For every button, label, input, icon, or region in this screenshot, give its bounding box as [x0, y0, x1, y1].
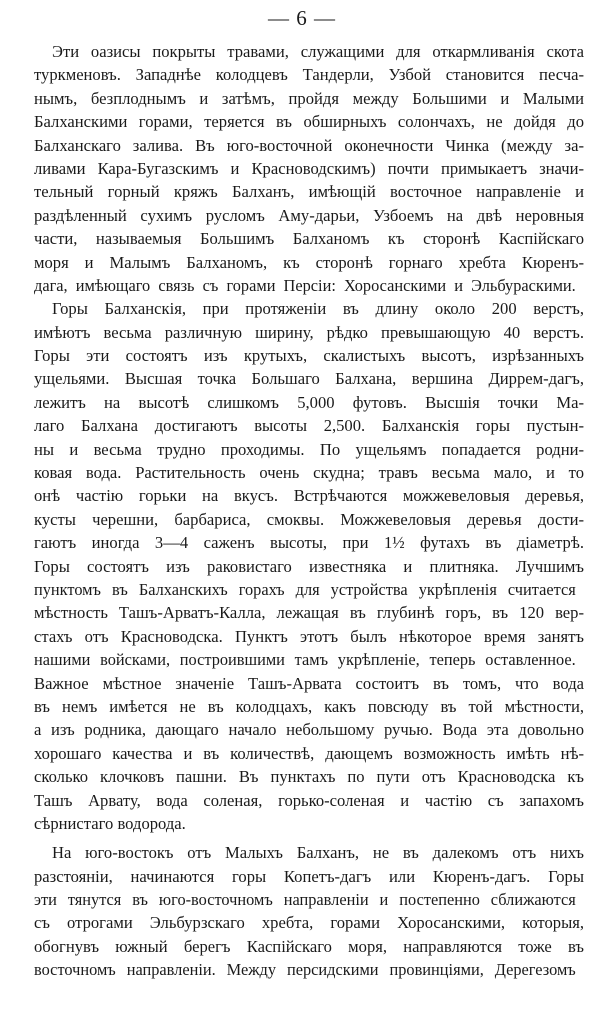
text-line: а изъ родника, дающаго начало небольшому ручью. Вода эта довольно: [34, 720, 584, 740]
body-text: [34, 40, 584, 982]
paragraph-1: [34, 40, 584, 297]
text-line: кусты черешни, барбариса, смоквы. Можжевеловыя деревья дости-: [34, 509, 584, 529]
text-line: моря и Малымъ Балханомъ, къ сторонѣ горнаго хребта Кюренъ-: [34, 252, 584, 272]
text-line: стахъ отъ Красноводска. Пунктъ этотъ былъ нѣкоторое время занятъ: [34, 626, 584, 646]
text-line: восточномъ направленіи. Между персидскими провинціями, Дерегезомъ: [34, 960, 576, 980]
text-line: части, называемыя Большимъ Балханомъ къ сторонѣ Каспійскаго: [34, 229, 584, 249]
text-line: сколько клочковъ пашни. Въ пунктахъ по пути отъ Красноводска къ: [34, 767, 584, 787]
text-line: съ отрогами Эльбурзскаго хребта, горами Хоросанскими, которыя,: [34, 913, 584, 933]
text-line: въ немъ имѣется не въ колодцахъ, какъ повсюду въ той мѣстности,: [34, 696, 584, 716]
text-line: имѣютъ весьма различную ширину, рѣдко превышающую 40 верстъ.: [34, 322, 584, 342]
text-line: нымъ, безплоднымъ и затѣмъ, пройдя между Большими и Малыми: [34, 88, 584, 108]
text-line: дага, имѣющаго связь съ горами Персіи: Хоросанскими и Эльбураскими.: [34, 275, 576, 295]
text-line: Горы Балханскія, при протяженіи въ длину около 200 верстъ,: [52, 299, 584, 319]
text-line: Балханскаго залива. Въ юго-восточной оконечности Чинка (между за-: [34, 135, 584, 155]
text-line: Горы состоятъ изъ раковистаго известняка и плитняка. Лучшимъ: [34, 556, 584, 576]
text-line: Балханскими горами, теряется въ обширныхъ солончахъ, не дойдя до: [34, 112, 584, 132]
text-line: онѣ частію горьки на вкусъ. Встрѣчаются можжевеловыя деревья,: [34, 486, 584, 506]
paragraph-3: [34, 841, 584, 981]
text-line: ливами Кара-Бугазскимъ и Красноводскимъ) почти примыкаетъ значи-: [34, 158, 584, 178]
text-line: хорошаго качества и въ количествѣ, дающемъ возможность имѣть нѣ-: [34, 743, 584, 763]
text-line: мѣстность Ташъ-Арватъ-Калла, лежащая въ глубинѣ горъ, въ 120 вер-: [34, 603, 584, 623]
text-line: ущельями. Высшая точка Большаго Балхана, вершина Диррем-дагъ,: [34, 369, 584, 389]
text-line: Горы эти состоятъ изъ крутыхъ, скалистыхъ высотъ, изрѣзанныхъ: [34, 346, 584, 366]
text-line: гаютъ иногда 3—4 саженъ высоты, при 1½ футахъ въ діаметрѣ.: [34, 533, 584, 553]
text-line: тельный горный кряжъ Балханъ, имѣющій восточное направленіе и: [34, 182, 584, 202]
text-line: Важное мѣстное значеніе Ташъ-Арвата состоитъ въ томъ, что вода: [34, 673, 584, 693]
text-line: Эти оазисы покрыты травами, служащими для откармливанія скота: [52, 42, 584, 61]
text-line: На юго-востокъ отъ Малыхъ Балханъ, не въ далекомъ отъ нихъ: [52, 843, 584, 863]
paragraph-2: [34, 297, 584, 835]
text-line: ковая вода. Растительность очень скудна; травъ весьма мало, и то: [34, 463, 584, 483]
text-line: лежитъ на высотѣ слишкомъ 5,000 футовъ. Высшія точки Ма-: [34, 392, 584, 412]
text-line: Ташъ Арвату, вода соленая, горько-соленая и частію съ запахомъ: [34, 790, 584, 810]
text-line: обогнувъ южный берегъ Каспійскаго моря, направляются тоже въ: [34, 936, 584, 956]
text-line: ны и весьма трудно проходимы. По ущельямъ попадается родни-: [34, 439, 584, 459]
text-line: эти тянутся въ юго-восточномъ направленіи и постепенно сближаются: [34, 890, 576, 910]
text-line: сѣрнистаго водорода.: [34, 813, 186, 833]
text-line: туркменовъ. Западнѣе колодцевъ Тандерли, Узбой становится песча-: [34, 65, 584, 85]
text-line: пунктомъ въ Балханскихъ горахъ для устройства укрѣпленія считается: [34, 579, 576, 599]
text-line: нашими войсками, построившими тамъ укрѣпленіе, теперь оставленное.: [34, 650, 576, 670]
text-line: раздѣленный сухимъ русломъ Аму-дарьи, Узбоемъ на двѣ неровныя: [34, 205, 584, 225]
text-line: разстояніи, начинаются горы Копетъ-дагъ или Кюренъ-дагъ. Горы: [34, 866, 584, 886]
page-number: — 6 —: [268, 6, 336, 30]
text-line: лаго Балхана достигаютъ высоты 2,500. Балханскія горы пустын-: [34, 416, 584, 436]
